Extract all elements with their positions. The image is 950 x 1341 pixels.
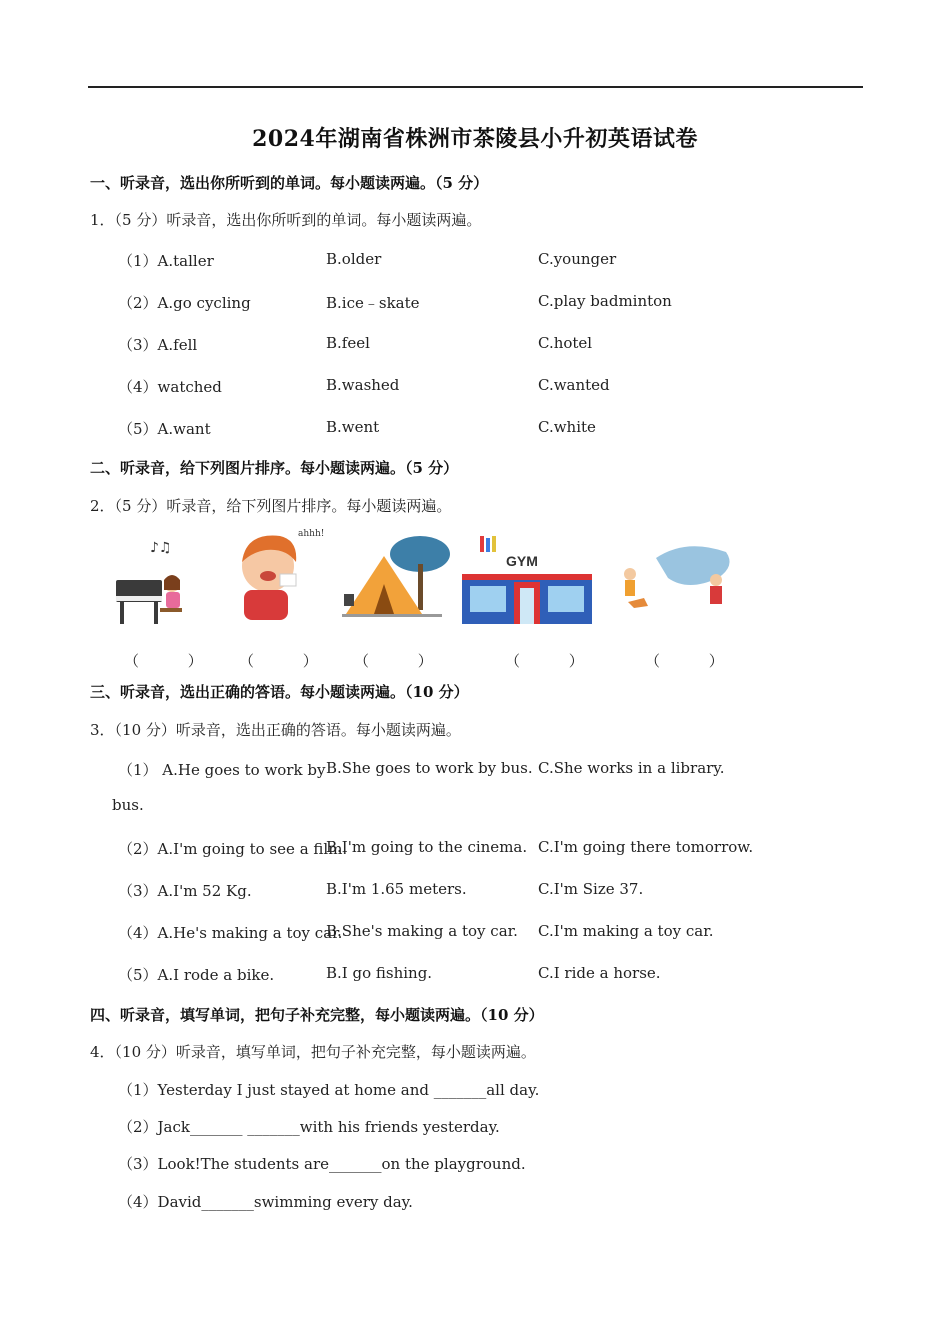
section2-heading: 二、听录音，给下列图片排序。每小题读两遍。（5 分） [90,459,459,477]
q1-item3-a: （3）A.fell [118,336,198,354]
q1-item2-c: C.play badminton [538,292,672,310]
q3-item2-b: B.I'm going to the cinema. [326,838,528,856]
windy-day-picture [616,540,740,614]
music-note-icon: ♪♫ [150,540,172,556]
q4-item4: （4）David_______swimming every day. [118,1193,413,1211]
q1-item4-b: B.washed [326,376,400,394]
q1-item1-c: C.younger [538,250,617,268]
question-3: 3．（10 分）听录音，选出正确的答语。每小题读两遍。 [90,721,461,739]
q1-item4-a: （4）watched [118,378,222,396]
q3-item1-a: （1） A.He goes to work by [118,761,326,779]
q3-item3-a: （3）A.I'm 52 Kg. [118,882,252,900]
q3-item3-c: C.I'm Size 37. [538,880,644,898]
q1-item5-c: C.white [538,418,596,436]
q1-item2-b: B.ice﹣skate [326,294,420,312]
piano-picture [110,538,190,630]
q3-item1-a-continued: bus. [112,796,144,814]
question-4: 4．（10 分）听录音，填写单词，把句子补充完整，每小题读两遍。 [90,1043,536,1061]
q3-item1-c: C.She works in a library. [538,759,725,777]
q1-item5-a: （5）A.want [118,420,211,438]
q3-item5-a: （5）A.I rode a bike. [118,966,275,984]
section1-heading: 一、听录音，选出你所听到的单词。每小题读两遍。（5 分） [90,174,489,192]
picture2-answer-blank: （ ） [239,652,340,670]
q1-item5-b: B.went [326,418,380,436]
q3-item2-c: C.I'm going there tomorrow. [538,838,754,856]
picture4-answer-blank: （ ） [505,652,606,670]
svg-text:ahhh!: ahhh! [298,529,325,539]
q3-item4-c: C.I'm making a toy car. [538,922,714,940]
q3-item4-a: （4）A.He's making a toy car. [118,924,343,942]
q1-item4-c: C.wanted [538,376,610,394]
q3-item4-b: B.She's making a toy car. [326,922,518,940]
header-rule [88,86,863,88]
gym-sign: GYM [506,553,538,569]
sick-boy-picture [228,528,325,628]
q4-item3: （3）Look!The students are_______on the playground. [118,1155,526,1173]
section3-heading: 三、听录音，选出正确的答语。每小题读两遍。（10 分） [90,683,469,701]
q1-item1-a: （1）A.taller [118,252,214,270]
camping-picture [338,534,452,630]
section4-heading: 四、听录音，填写单词，把句子补充完整，每小题读两遍。（10 分） [90,1006,544,1024]
q3-item3-b: B.I'm 1.65 meters. [326,880,467,898]
gym-picture [458,534,596,628]
q4-item1: （1）Yesterday I just stayed at home and _______all day. [118,1081,540,1099]
picture1-answer-blank: （ ） [124,652,225,670]
q4-item2: （2）Jack_______ _______with his friends yesterday. [118,1118,500,1136]
page-title: 2024年湖南省株洲市茶陵县小升初英语试卷 [252,126,698,152]
q3-item5-c: C.I ride a horse. [538,964,661,982]
q3-item5-b: B.I go fishing. [326,964,433,982]
q3-item2-a: （2）A.I'm going to see a film. [118,840,348,858]
q1-item3-b: B.feel [326,334,370,352]
question-2: 2．（5 分）听录音，给下列图片排序。每小题读两遍。 [90,497,452,515]
picture3-answer-blank: （ ） [354,652,455,670]
q1-item2-a: （2）A.go cycling [118,294,251,312]
q1-item1-b: B.older [326,250,382,268]
picture5-answer-blank: （ ） [645,652,746,670]
q1-item3-c: C.hotel [538,334,593,352]
question-1: 1．（5 分）听录音，选出你所听到的单词。每小题读两遍。 [90,211,482,229]
q3-item1-b: B.She goes to work by bus. [326,759,533,777]
